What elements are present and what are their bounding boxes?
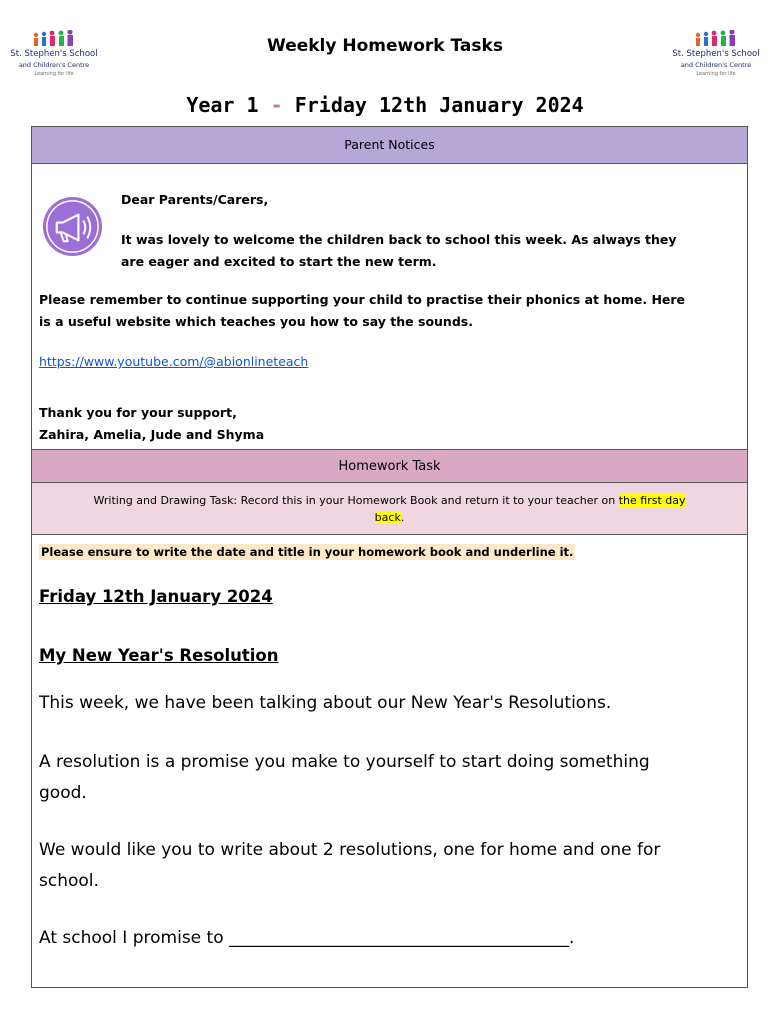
- homework-task-header: Homework Task: [32, 449, 747, 483]
- homework-date-heading: Friday 12th January 2024: [39, 587, 273, 606]
- paragraph-task-line1: We would like you to write about 2 resolutions, one for home and one for: [39, 840, 661, 860]
- notice-phonics-line1: Please remember to continue supporting your child to practise their phonics at home. Here: [39, 292, 686, 307]
- logo-line3: Learning for life: [34, 71, 74, 77]
- title-date: Friday 12th January 2024: [294, 93, 584, 117]
- return-deadline-highlight: the first day: [618, 494, 686, 507]
- class-name: Year 1: [186, 93, 259, 117]
- homework-title-heading: My New Year's Resolution: [39, 646, 279, 665]
- ensure-instruction: Please ensure to write the date and title in your homework book and underline it.: [41, 545, 574, 559]
- megaphone-icon: [41, 195, 104, 258]
- logo-line2: and Children's Centre: [680, 61, 752, 69]
- task-description-end: .: [400, 511, 405, 524]
- document-title: Weekly Homework Tasks: [267, 36, 503, 56]
- task-description-text: Writing and Drawing Task: Record this in your Homework Book and return it to your teacher on: [93, 494, 619, 507]
- notice-welcome-line1: It was lovely to welcome the children back to school this week. As always they: [121, 232, 677, 247]
- homework-sheet: [31, 126, 748, 988]
- logo-line1: St. Stephen's School: [10, 49, 98, 59]
- paragraph-resolution-line1: A resolution is a promise you make to yourself to start doing something: [39, 752, 650, 772]
- school-promise-prompt: At school I promise to ________________________________________.: [39, 928, 575, 948]
- notice-phonics-line2: is a useful website which teaches you how to say the sounds.: [39, 314, 473, 329]
- paragraph-intro: This week, we have been talking about our New Year's Resolutions.: [39, 693, 612, 713]
- notice-signoff: Zahira, Amelia, Jude and Shyma: [39, 427, 265, 442]
- notice-greeting: Dear Parents/Carers,: [121, 192, 269, 207]
- parent-notices-header: Parent Notices: [32, 127, 747, 164]
- notice-welcome-line2: are eager and excited to start the new term.: [121, 254, 437, 269]
- notice-thanks: Thank you for your support,: [39, 405, 237, 420]
- paragraph-task-line2: school.: [39, 871, 99, 891]
- logo-line3: Learning for life: [696, 71, 736, 77]
- phonics-website-link[interactable]: https://www.youtube.com/@abionlineteach: [39, 354, 309, 369]
- class-date-title: [0, 93, 770, 117]
- return-deadline-highlight-2: back: [374, 511, 401, 524]
- logo-line2: and Children's Centre: [18, 61, 90, 69]
- title-separator: -: [270, 93, 283, 117]
- logo-line1: St. Stephen's School: [672, 49, 760, 59]
- paragraph-resolution-line2: good.: [39, 783, 87, 803]
- homework-task-description: [32, 483, 747, 535]
